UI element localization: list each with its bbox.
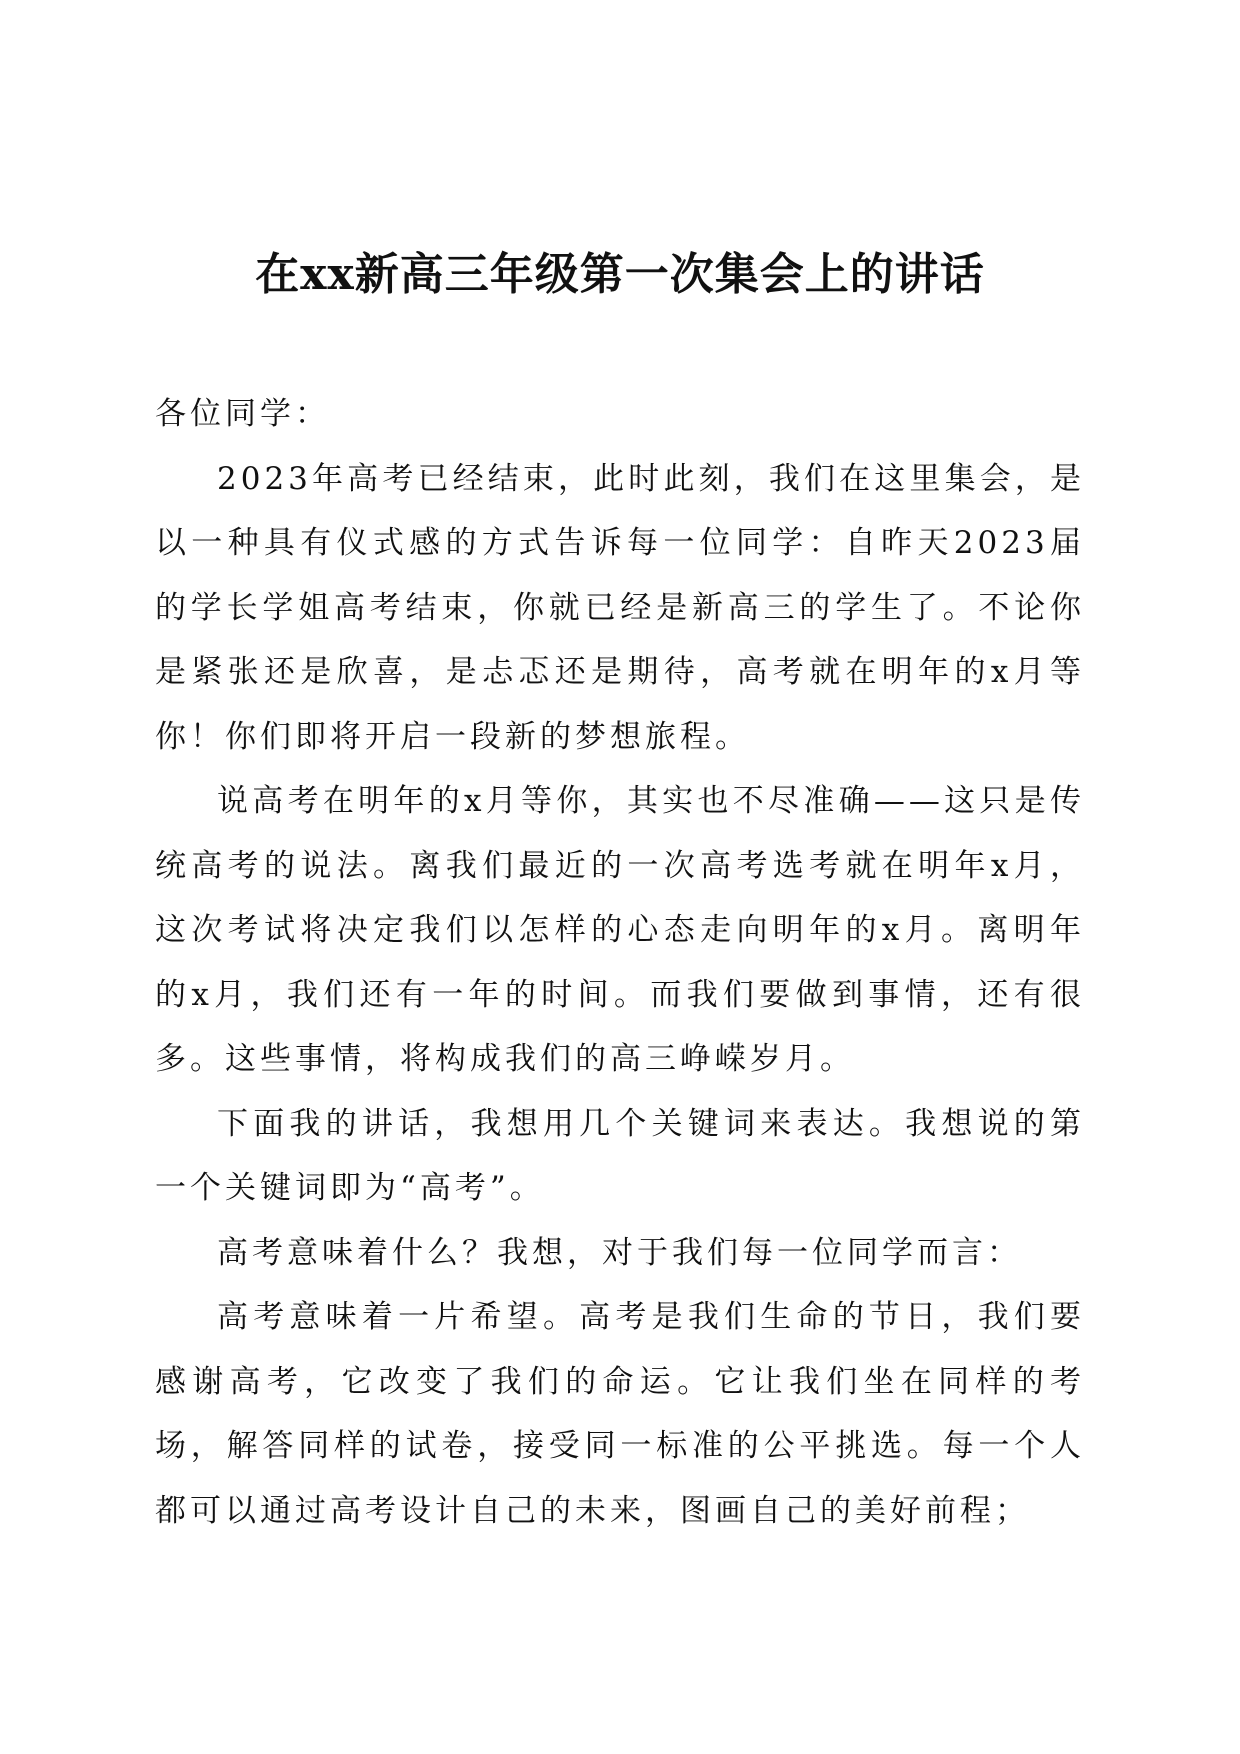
paragraph-3: 下面我的讲话，我想用几个关键词来表达。我想说的第一个关键词即为“高考”。 bbox=[155, 1105, 1085, 1206]
paragraph-4: 高考意味着什么？我想，对于我们每一位同学而言： bbox=[217, 1234, 1022, 1271]
paragraph-1: 2023年高考已经结束，此时此刻，我们在这里集会，是以一种具有仪式感的方式告诉每一位同学：自昨天2023届的学长学姐高考结束，你就已经是新高三的学生了。不论你是紧张还是欣喜，是忐忑还是期待，高考就在明年的x月等你！你们即将开启一段新的梦想旅程。 bbox=[155, 460, 1085, 755]
document-title: 在xx新高三年级第一次集会上的讲话 bbox=[255, 249, 985, 300]
paragraph-2: 说高考在明年的x月等你，其实也不尽准确——这只是传统高考的说法。离我们最近的一次高考选考就在明年x月，这次考试将决定我们以怎样的心态走向明年的x月。离明年的x月，我们还有一年的时间。而我们要做到事情，还有很多。这些事情，将构成我们的高三峥嵘岁月。 bbox=[155, 783, 1085, 1077]
document-body bbox=[155, 382, 1085, 1543]
salutation: 各位同学： bbox=[155, 396, 330, 432]
paragraph-5: 高考意味着一片希望。高考是我们生命的节日，我们要感谢高考，它改变了我们的命运。它让我们坐在同样的考场，解答同样的试卷，接受同一标准的公平挑选。每一个人都可以通过高考设计自己的未来，图画自己的美好前程； bbox=[155, 1299, 1085, 1529]
